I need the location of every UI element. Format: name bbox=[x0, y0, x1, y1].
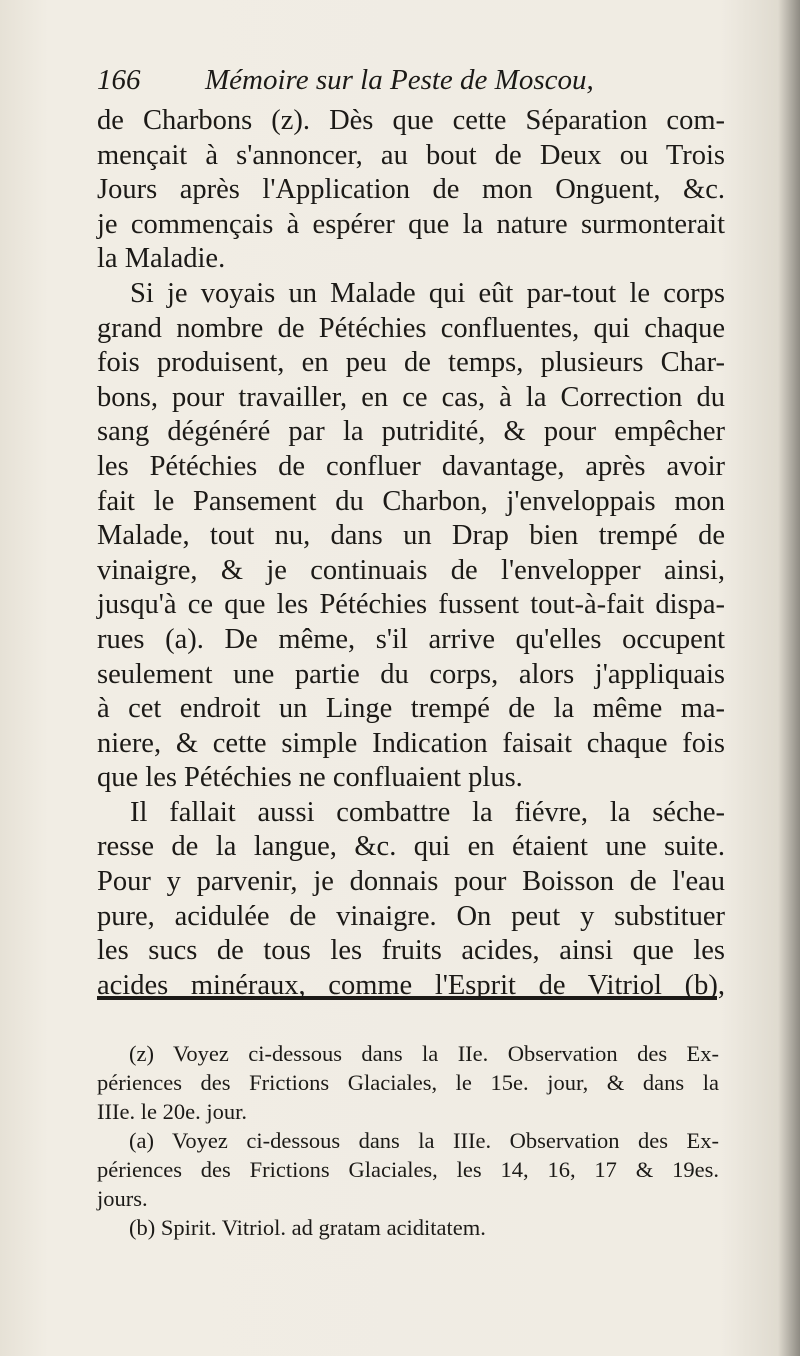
text-line: Il fallait aussi combattre la fiévre, la séche- bbox=[130, 796, 725, 828]
text-line: la Maladie. bbox=[97, 243, 226, 275]
text-line: Malade, tout nu, dans un Drap bien trempé de bbox=[97, 520, 725, 552]
text-line: Si je voyais un Malade qui eût par-tout le corps bbox=[130, 277, 725, 309]
text-line: fois produisent, en peu de temps, plusieurs Char- bbox=[97, 347, 725, 379]
footnotes bbox=[97, 1039, 719, 1242]
text-line: acides minéraux, comme l'Esprit de Vitriol (b), bbox=[97, 969, 725, 1001]
text-line: les Pétéchies de confluer davantage, après avoir bbox=[97, 450, 725, 482]
text-line: que les Pétéchies ne confluaient plus. bbox=[97, 762, 523, 794]
text-line: grand nombre de Pétéchies confluentes, qui chaque bbox=[97, 312, 725, 344]
text-line: niere, & cette simple Indication faisait chaque fois bbox=[97, 727, 725, 759]
text-line: resse de la langue, &c. qui en étaient une suite. bbox=[97, 831, 725, 863]
text-line: sang dégénéré par la putridité, & pour empêcher bbox=[97, 416, 725, 448]
text-line: les sucs de tous les fruits acides, ainsi que les bbox=[97, 935, 725, 967]
footnote-line: périences des Frictions Glaciales, les 14, 16, 17 & 19es. bbox=[97, 1157, 719, 1182]
text-line: jusqu'à ce que les Pétéchies fussent tout-à-fait dispa- bbox=[97, 589, 725, 621]
text-line: bons, pour travailler, en ce cas, à la Correction du bbox=[97, 381, 725, 413]
footnote-line: jours. bbox=[97, 1186, 148, 1211]
footnote-divider bbox=[97, 996, 717, 1000]
text-line: rues (a). De même, s'il arrive qu'elles occupent bbox=[97, 623, 725, 655]
footnote-line: (b) Spirit. Vitriol. ad gratam aciditatem. bbox=[129, 1215, 486, 1240]
text-line: pure, acidulée de vinaigre. On peut y substituer bbox=[97, 900, 725, 932]
text-line: fait le Pansement du Charbon, j'enveloppais mon bbox=[97, 485, 725, 517]
text-line: vinaigre, & je continuais de l'envelopper ainsi, bbox=[97, 554, 725, 586]
text-line: à cet endroit un Linge trempé de la même ma- bbox=[97, 693, 725, 725]
main-text bbox=[97, 104, 725, 1003]
text-line: Jours après l'Application de mon Onguent, &c. bbox=[97, 174, 725, 206]
footnote-line: IIIe. le 20e. jour. bbox=[97, 1099, 247, 1124]
footnote-line: (a) Voyez ci-dessous dans la IIIe. Observation des Ex- bbox=[129, 1128, 719, 1153]
page-number: 166 bbox=[97, 64, 141, 96]
running-title: Mémoire sur la Peste de Moscou, bbox=[205, 64, 594, 96]
text-line: de Charbons (z). Dès que cette Séparation com- bbox=[97, 105, 725, 136]
page-header bbox=[97, 64, 717, 104]
footnote-line: périences des Frictions Glaciales, le 15e. jour, & dans la bbox=[97, 1070, 719, 1095]
footnote-line: (z) Voyez ci-dessous dans la IIe. Observation des Ex- bbox=[129, 1041, 719, 1066]
page-edge-shadow bbox=[778, 0, 800, 1356]
text-line: mençait à s'annoncer, au bout de Deux ou Trois bbox=[97, 139, 725, 171]
text-line: Pour y parvenir, je donnais pour Boisson de l'eau bbox=[97, 866, 725, 898]
text-line: je commençais à espérer que la nature surmonterait bbox=[97, 208, 725, 240]
text-line: seulement une partie du corps, alors j'appliquais bbox=[97, 658, 725, 690]
